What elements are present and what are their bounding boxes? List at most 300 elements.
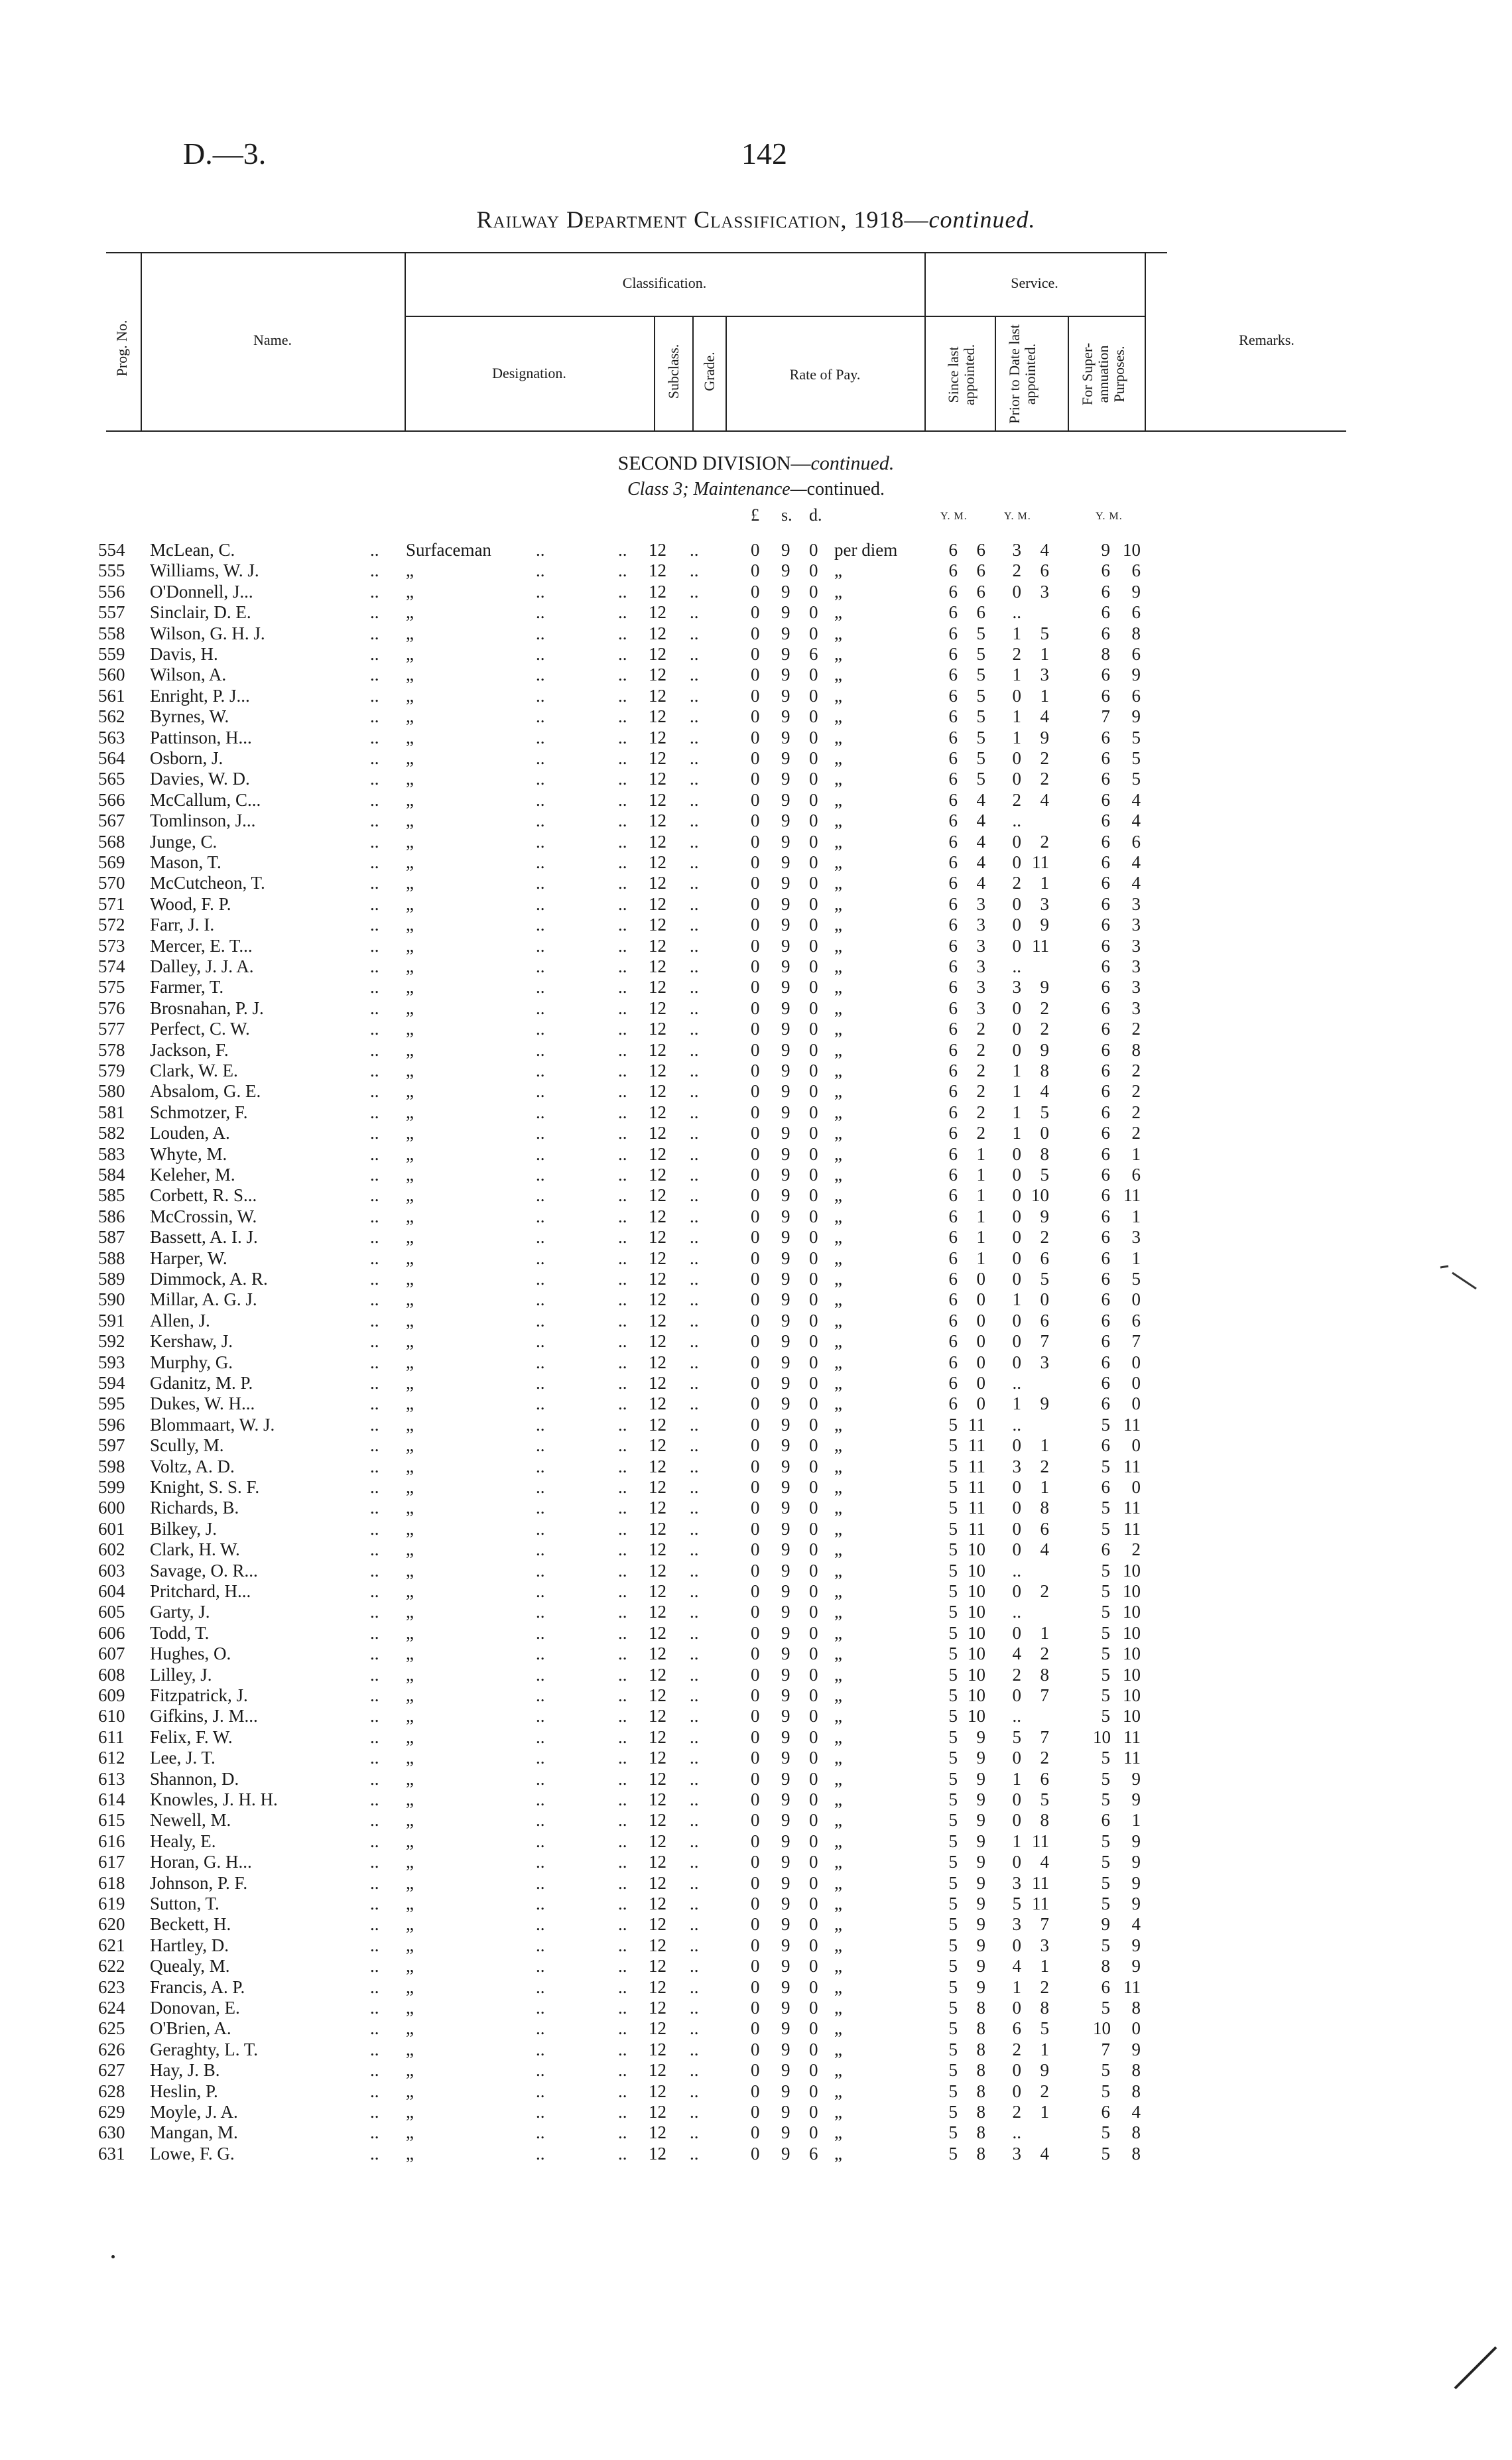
super-years: 5: [1101, 1644, 1110, 1664]
rate-pence: 0: [809, 852, 818, 872]
prog-number: 554: [98, 540, 125, 560]
leader-dots: ..: [690, 1393, 699, 1414]
since-years: 5: [948, 1998, 958, 2018]
rate-shillings: 9: [781, 1872, 790, 1893]
super-years: 6: [1101, 1976, 1110, 1997]
rate-period: „: [834, 1852, 842, 1872]
rate-shillings: 9: [781, 935, 790, 956]
rate-pounds: 0: [751, 956, 760, 976]
leader-dots: ..: [370, 1664, 379, 1685]
rate-pence: 0: [809, 1185, 818, 1206]
leader-dots: ..: [690, 956, 699, 976]
rate-shillings: 9: [781, 1373, 790, 1393]
employee-name: Quealy, M.: [150, 1956, 230, 1976]
leader-dots: ..: [690, 789, 699, 810]
since-years: 6: [948, 1289, 958, 1310]
leader-dots: ..: [618, 2143, 627, 2164]
leader-dots: ..: [690, 581, 699, 602]
since-months: 4: [976, 810, 985, 831]
prior-months: 9: [1040, 1039, 1049, 1060]
rate-pounds: 0: [751, 2060, 760, 2081]
table-row: [0, 747, 1512, 769]
leader-dots: ..: [618, 1976, 627, 1997]
table-row: [0, 1352, 1512, 1373]
leader-dots: ..: [690, 2143, 699, 2164]
leader-dots: ..: [690, 1165, 699, 1185]
prior-years: 2: [1012, 1664, 1021, 1685]
table-row: [0, 1622, 1512, 1644]
prog-number: 587: [98, 1227, 125, 1248]
rate-pounds: 0: [751, 560, 760, 581]
leader-dots: ..: [690, 685, 699, 706]
prog-number: 628: [98, 2081, 125, 2101]
leader-dots: ..: [690, 1331, 699, 1352]
since-months: 10: [968, 1706, 985, 1726]
super-months: 6: [1131, 685, 1141, 706]
prior-years: 1: [1012, 665, 1021, 685]
prior-years: 0: [1012, 1143, 1021, 1164]
leader-dots: ..: [370, 831, 379, 852]
leader-dots: ..: [536, 1831, 545, 1851]
rate-period: „: [834, 1748, 842, 1768]
subclass: 12: [649, 873, 666, 893]
since-months: 2: [976, 1102, 985, 1122]
rate-shillings: 9: [781, 1498, 790, 1518]
leader-dots: ..: [370, 2060, 379, 2081]
rate-pounds: 0: [751, 1081, 760, 1102]
prior-months: 5: [1040, 1165, 1049, 1185]
leader-dots: ..: [536, 706, 545, 727]
prog-number: 626: [98, 2039, 125, 2059]
header-superannuation: For Super-annuation Purposes.: [1079, 342, 1127, 406]
rate-shillings: 9: [781, 1456, 790, 1476]
rate-pounds: 0: [751, 1956, 760, 1976]
leader-dots: ..: [370, 1956, 379, 1976]
since-years: 5: [948, 1414, 958, 1435]
super-years: 6: [1101, 748, 1110, 768]
super-years: 5: [1101, 1518, 1110, 1539]
prior-months: 2: [1040, 1227, 1049, 1248]
prior-years: 1: [1012, 706, 1021, 727]
designation: „: [406, 1248, 414, 1268]
rate-period: „: [834, 1477, 842, 1497]
leader-dots: ..: [690, 1998, 699, 2018]
prog-number: 578: [98, 1039, 125, 1060]
table-row: [0, 1560, 1512, 1581]
employee-name: Williams, W. J.: [150, 560, 259, 581]
table-row: [0, 539, 1512, 560]
page-title: [0, 206, 1512, 233]
prog-number: 608: [98, 1664, 125, 1685]
subclass: 12: [649, 2102, 666, 2122]
prior-months: 1: [1040, 1622, 1049, 1643]
employee-name: Louden, A.: [150, 1123, 230, 1143]
employee-name: Junge, C.: [150, 831, 218, 852]
designation: „: [406, 789, 414, 810]
rate-shillings: 9: [781, 956, 790, 976]
header-subclass: Subclass.: [665, 344, 682, 399]
employee-name: Davies, W. D.: [150, 769, 250, 789]
rate-period: „: [834, 1914, 842, 1935]
leader-dots: ..: [618, 540, 627, 560]
division-heading: [0, 452, 1512, 475]
designation: „: [406, 727, 414, 747]
rate-pence: 0: [809, 540, 818, 560]
since-years: 5: [948, 1789, 958, 1809]
leader-dots: ..: [690, 665, 699, 685]
super-months: 1: [1131, 1143, 1141, 1164]
prior-years: 2: [1012, 2102, 1021, 2122]
rate-pounds: 0: [751, 1331, 760, 1352]
since-months: 4: [976, 852, 985, 872]
prog-number: 585: [98, 1185, 125, 1206]
since-months: 9: [976, 1914, 985, 1935]
since-months: 8: [976, 1998, 985, 2018]
designation: „: [406, 1498, 414, 1518]
rate-period: „: [834, 1602, 842, 1622]
table-row: [0, 1872, 1512, 1894]
subclass: 12: [649, 1622, 666, 1643]
employee-name: Hughes, O.: [150, 1644, 231, 1664]
designation: „: [406, 1456, 414, 1476]
rate-pounds: 0: [751, 1165, 760, 1185]
leader-dots: ..: [370, 1560, 379, 1581]
rate-pence: 0: [809, 1289, 818, 1310]
rate-pounds: 0: [751, 1518, 760, 1539]
rate-period: „: [834, 1165, 842, 1185]
since-years: 5: [948, 1622, 958, 1643]
leader-dots: ..: [370, 1789, 379, 1809]
leader-dots: ..: [690, 873, 699, 893]
leader-dots: ..: [370, 852, 379, 872]
prior-years: 5: [1012, 1726, 1021, 1747]
rate-period: „: [834, 1644, 842, 1664]
employee-name: McCallum, C...: [150, 789, 261, 810]
leader-dots: ..: [536, 1872, 545, 1893]
designation: „: [406, 2039, 414, 2059]
leader-dots: ..: [536, 935, 545, 956]
leader-dots: ..: [618, 1123, 627, 1143]
super-months: 11: [1123, 1185, 1141, 1206]
leader-dots: ..: [618, 1061, 627, 1080]
super-months: 9: [1131, 1768, 1141, 1789]
leader-dots: ..: [690, 1498, 699, 1518]
super-months: 4: [1131, 1914, 1141, 1935]
super-years: 5: [1101, 2081, 1110, 2101]
prior-years: 0: [1012, 1581, 1021, 1601]
leader-dots: ..: [690, 1852, 699, 1872]
prior-years: 0: [1012, 1622, 1021, 1643]
super-months: 0: [1131, 2018, 1141, 2039]
leader-dots: ..: [618, 1143, 627, 1164]
leader-dots: ..: [690, 1185, 699, 1206]
table-row: [0, 1831, 1512, 1852]
rate-pounds: 0: [751, 1143, 760, 1164]
rate-pounds: 0: [751, 727, 760, 747]
prior-years: 0: [1012, 1810, 1021, 1831]
rate-pounds: 0: [751, 1435, 760, 1456]
since-months: 5: [976, 748, 985, 768]
since-months: 8: [976, 2102, 985, 2122]
super-months: 10: [1123, 1622, 1141, 1643]
leader-dots: ..: [618, 956, 627, 976]
prog-number: 566: [98, 789, 125, 810]
leader-dots: ..: [536, 852, 545, 872]
rate-shillings: 9: [781, 1622, 790, 1643]
rate-shillings: 9: [781, 1123, 790, 1143]
designation: „: [406, 1061, 414, 1080]
rate-pence: 0: [809, 2122, 818, 2143]
table-row: [0, 1809, 1512, 1831]
employee-name: Heslin, P.: [150, 2081, 218, 2101]
designation: „: [406, 1518, 414, 1539]
designation: „: [406, 1914, 414, 1935]
rate-shillings: 9: [781, 748, 790, 768]
leader-dots: ..: [536, 1894, 545, 1913]
table-row: [0, 1018, 1512, 1039]
super-months: 11: [1123, 1518, 1141, 1539]
rate-pounds: 0: [751, 977, 760, 998]
designation: „: [406, 1789, 414, 1809]
prior-months: 6: [1040, 1248, 1049, 1268]
super-months: 3: [1131, 1227, 1141, 1248]
leader-dots: ..: [536, 644, 545, 664]
subclass: 12: [649, 1810, 666, 1831]
prior-years: 3: [1012, 1456, 1021, 1476]
rate-shillings: 9: [781, 2060, 790, 2081]
prior-years: 0: [1012, 1227, 1021, 1248]
rate-period: „: [834, 1935, 842, 1955]
rate-pence: 0: [809, 727, 818, 747]
employee-name: Knowles, J. H. H.: [150, 1789, 278, 1809]
since-years: 5: [948, 2081, 958, 2101]
prior-years: 1: [1012, 727, 1021, 747]
rate-pence: 0: [809, 1956, 818, 1976]
since-months: 11: [968, 1518, 985, 1539]
rate-pence: 0: [809, 956, 818, 976]
prior-years: 0: [1012, 1852, 1021, 1872]
designation: „: [406, 685, 414, 706]
since-months: 3: [976, 956, 985, 976]
rate-pounds: 0: [751, 1269, 760, 1289]
header-mid-rule: [405, 316, 1145, 317]
rate-pounds: 0: [751, 1414, 760, 1435]
since-months: 2: [976, 1019, 985, 1039]
prior-months: 5: [1040, 1789, 1049, 1809]
prior-months: 11: [1032, 852, 1049, 872]
leader-dots: ..: [370, 977, 379, 998]
employee-name: Clark, H. W.: [150, 1539, 240, 1560]
super-years: 6: [1101, 2102, 1110, 2122]
rate-pence: 0: [809, 1664, 818, 1685]
employee-name: Shannon, D.: [150, 1768, 239, 1789]
super-months: 9: [1131, 1852, 1141, 1872]
rate-pounds: 0: [751, 2143, 760, 2164]
super-months: 6: [1131, 831, 1141, 852]
rate-period: „: [834, 1352, 842, 1372]
leader-dots: ..: [618, 1289, 627, 1310]
leader-dots: ..: [618, 1956, 627, 1976]
rate-period: „: [834, 560, 842, 581]
prior-months: 1: [1040, 644, 1049, 664]
prior-years: ..: [1012, 1373, 1021, 1393]
subclass: 12: [649, 1872, 666, 1893]
leader-dots: ..: [370, 1331, 379, 1352]
since-years: 6: [948, 956, 958, 976]
subclass: 12: [649, 956, 666, 976]
rate-pence: 0: [809, 1248, 818, 1268]
employee-name: Wilson, G. H. J.: [150, 623, 265, 643]
super-years: 6: [1101, 1081, 1110, 1102]
since-years: 6: [948, 915, 958, 935]
designation: „: [406, 1331, 414, 1352]
rate-pounds: 0: [751, 1123, 760, 1143]
leader-dots: ..: [370, 1872, 379, 1893]
leader-dots: ..: [536, 665, 545, 685]
rate-pence: 0: [809, 1518, 818, 1539]
leader-dots: ..: [690, 1039, 699, 1060]
prog-number: 614: [98, 1789, 125, 1809]
prog-number: 593: [98, 1352, 125, 1372]
prior-months: 9: [1040, 727, 1049, 747]
leader-dots: ..: [536, 1352, 545, 1372]
rate-shillings: 9: [781, 602, 790, 623]
rate-shillings: 9: [781, 893, 790, 914]
prog-number: 596: [98, 1414, 125, 1435]
rate-pence: 0: [809, 1998, 818, 2018]
leader-dots: ..: [536, 560, 545, 581]
prior-months: 2: [1040, 769, 1049, 789]
rate-period: „: [834, 1227, 842, 1248]
super-months: 2: [1131, 1123, 1141, 1143]
since-years: 6: [948, 602, 958, 623]
leader-dots: ..: [618, 1748, 627, 1768]
prog-number: 589: [98, 1269, 125, 1289]
rate-pence: 0: [809, 769, 818, 789]
prior-months: 6: [1040, 1768, 1049, 1789]
prior-years: 2: [1012, 560, 1021, 581]
rate-pence: 0: [809, 1914, 818, 1935]
prior-months: 8: [1040, 1061, 1049, 1080]
employee-name: Lilley, J.: [150, 1664, 212, 1685]
leader-dots: ..: [690, 1810, 699, 1831]
since-months: 11: [968, 1456, 985, 1476]
rate-period: „: [834, 1393, 842, 1414]
super-years: 5: [1101, 1706, 1110, 1726]
designation: „: [406, 1019, 414, 1039]
prior-months: 2: [1040, 1581, 1049, 1601]
since-months: 2: [976, 1039, 985, 1060]
header-service: Service.: [1011, 275, 1058, 291]
rate-pence: 0: [809, 748, 818, 768]
table-row: [0, 2039, 1512, 2060]
leader-dots: ..: [370, 1518, 379, 1539]
leader-dots: ..: [690, 1123, 699, 1143]
super-months: 5: [1131, 769, 1141, 789]
rate-period: „: [834, 1019, 842, 1039]
prog-number: 611: [98, 1726, 125, 1747]
employee-name: Absalom, G. E.: [150, 1081, 261, 1102]
rate-period: „: [834, 1269, 842, 1289]
subclass: 12: [649, 1248, 666, 1268]
since-months: 9: [976, 1810, 985, 1831]
leader-dots: ..: [370, 685, 379, 706]
rate-period: „: [834, 1894, 842, 1913]
header-grade: Grade.: [701, 352, 718, 391]
since-months: 3: [976, 915, 985, 935]
rate-pence: 0: [809, 685, 818, 706]
subclass: 12: [649, 998, 666, 1018]
subclass: 12: [649, 1393, 666, 1414]
leader-dots: ..: [618, 1768, 627, 1789]
employee-name: Millar, A. G. J.: [150, 1289, 257, 1310]
leader-dots: ..: [370, 1435, 379, 1456]
employee-name: Johnson, P. F.: [150, 1872, 248, 1893]
leader-dots: ..: [370, 1414, 379, 1435]
leader-dots: ..: [536, 1498, 545, 1518]
rate-shillings: 9: [781, 1748, 790, 1768]
leader-dots: ..: [536, 1914, 545, 1935]
rate-shillings: 9: [781, 1248, 790, 1268]
rate-pence: 0: [809, 873, 818, 893]
leader-dots: ..: [618, 706, 627, 727]
designation: „: [406, 810, 414, 831]
prog-number: 599: [98, 1477, 125, 1497]
leader-dots: ..: [690, 706, 699, 727]
table-row: [0, 1497, 1512, 1518]
prog-number: 630: [98, 2122, 125, 2143]
super-years: 6: [1101, 1373, 1110, 1393]
super-years: 6: [1101, 581, 1110, 602]
prog-number: 629: [98, 2102, 125, 2122]
since-years: 6: [948, 998, 958, 1018]
leader-dots: ..: [690, 1539, 699, 1560]
prior-years: 0: [1012, 1039, 1021, 1060]
rate-period: „: [834, 1831, 842, 1851]
super-months: 8: [1131, 2081, 1141, 2101]
rate-pence: 0: [809, 623, 818, 643]
rate-pence: 0: [809, 1352, 818, 1372]
super-months: 11: [1123, 1976, 1141, 1997]
prior-years: ..: [1012, 810, 1021, 831]
since-months: 9: [976, 1976, 985, 1997]
leader-dots: ..: [690, 1789, 699, 1809]
prior-months: 1: [1040, 1477, 1049, 1497]
super-months: 0: [1131, 1352, 1141, 1372]
subclass: 12: [649, 2060, 666, 2081]
designation: „: [406, 602, 414, 623]
super-months: 9: [1131, 706, 1141, 727]
leader-dots: ..: [370, 1352, 379, 1372]
leader-dots: ..: [370, 1768, 379, 1789]
prior-years: ..: [1012, 1414, 1021, 1435]
prior-years: 0: [1012, 935, 1021, 956]
since-years: 6: [948, 1248, 958, 1268]
rate-shillings: 9: [781, 1831, 790, 1851]
super-months: 2: [1131, 1539, 1141, 1560]
prior-years: ..: [1012, 1602, 1021, 1622]
table-row: [0, 1476, 1512, 1498]
since-months: 10: [968, 1685, 985, 1705]
super-years: 6: [1101, 1289, 1110, 1310]
super-years: 6: [1101, 1061, 1110, 1080]
leader-dots: ..: [370, 1894, 379, 1913]
super-years: 6: [1101, 1331, 1110, 1352]
leader-dots: ..: [536, 1102, 545, 1122]
super-years: 6: [1101, 998, 1110, 1018]
col-rule: [1145, 252, 1146, 431]
rate-shillings: 9: [781, 1976, 790, 1997]
